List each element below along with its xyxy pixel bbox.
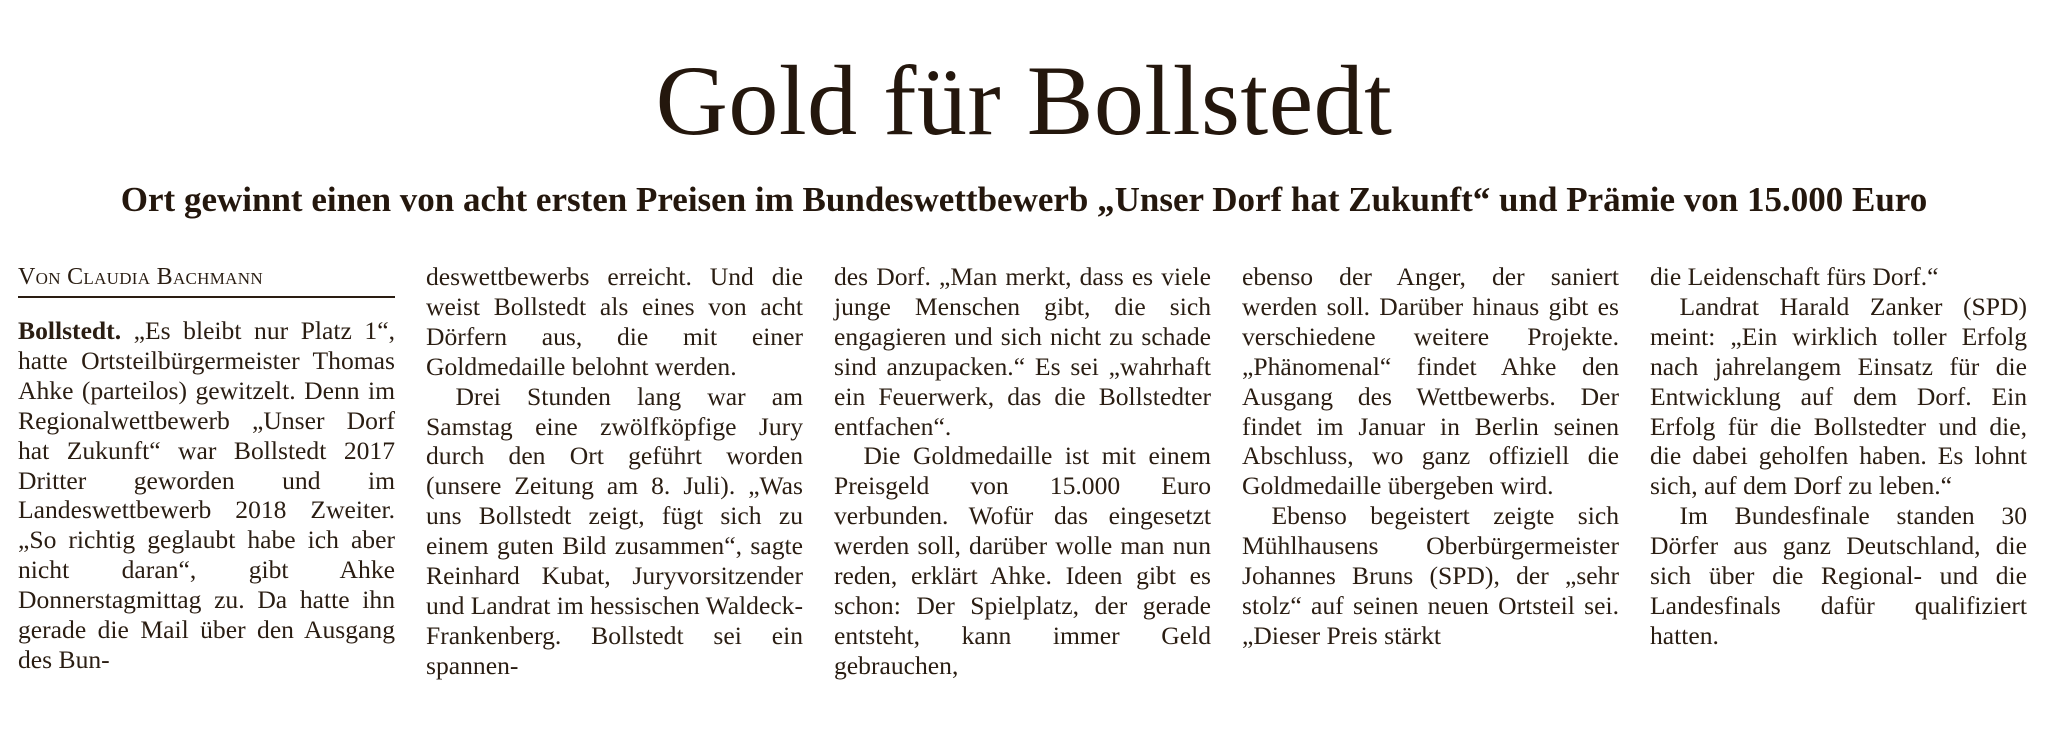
- subheadline: Ort gewinnt einen von acht ersten Preisen im Bundeswettbewerb „Unser Dorf hat Zukunft“ und Prämie von 15.000 Euro: [120, 180, 1928, 219]
- article-column-1: [18, 262, 395, 675]
- article-column-3: [834, 262, 1211, 681]
- paragraph: Ebenso begeistert zeigte sich Mühlhausens Oberbürgermeister Johannes Bruns (SPD), der „sehr stolz“ auf seinen neuen Ortsteil sei. „Dieser Preis stärkt: [1242, 501, 1619, 650]
- article-column-4: [1242, 262, 1619, 651]
- paragraph: des Dorf. „Man merkt, dass es viele junge Menschen gibt, die sich engagieren und sich nicht zu schade sind anzupacken.“ Es sei „wahrhaft ein Feuerwerk, das die Bollstedter entfachen“.: [834, 262, 1211, 441]
- paragraph-text: „Es bleibt nur Platz 1“, hatte Ortsteilbürgermeister Thomas Ahke (parteilos) gewitzelt. Denn im Regionalwettbewerb „Unser Dorf hat Zukunft“ war Bollstedt 2017 Dritter geworden und im Landeswettbewerb 2018 Zweiter. „So richtig geglaubt habe ich aber nicht daran“, gibt Ahke Donnerstagmittag zu. Da hatte ihn gerade die Mail über den Ausgang des Bun-: [18, 316, 395, 674]
- paragraph: ebenso der Anger, der saniert werden soll. Darüber hinaus gibt es verschiedene weitere Projekte. „Phänomenal“ findet Ahke den Ausgang des Wettbewerbs. Der findet im Januar in Berlin seinen Abschluss, wo ganz offiziell die Goldmedaille übergeben wird.: [1242, 262, 1619, 501]
- headline: Gold für Bollstedt: [655, 45, 1393, 156]
- paragraph: Im Bundesfinale standen 30 Dörfer aus ganz Deutschland, die sich über die Regional- und die Landesfinals dafür qualifiziert hatten.: [1650, 501, 2027, 650]
- paragraph: Landrat Harald Zanker (SPD) meint: „Ein wirklich toller Erfolg nach jahrelangem Einsatz für die Entwicklung auf dem Dorf. Ein Erfolg für die Bollstedter und die, die dabei geholfen haben. Es lohnt sich, auf dem Dorf zu leben.“: [1650, 291, 2027, 501]
- paragraph: deswettbewerbs erreicht. Und die weist Bollstedt als eines von acht Dörfern aus, die mit einer Goldmedaille belohnt werden.: [426, 262, 803, 381]
- byline: Von Claudia Bachmann: [18, 262, 395, 298]
- paragraph: die Leidenschaft fürs Dorf.“: [1650, 262, 1939, 291]
- paragraph: Drei Stunden lang war am Samstag eine zwölfköpfige Jury durch den Ort geführt worden (unsere Zeitung am 8. Juli). „Was uns Bollstedt zeigt, fügt sich zu einem guten Bild zusammen“, sagte Reinhard Kubat, Juryvorsitzender und Landrat im hessischen Waldeck-Frankenberg. Bollstedt sei ein spannen-: [426, 381, 803, 680]
- article-column-5: [1650, 262, 2027, 651]
- paragraph: [18, 316, 395, 675]
- paragraph: Die Goldmedaille ist mit einem Preisgeld von 15.000 Euro verbunden. Wofür das eingesetzt werden soll, darüber wolle man nun reden, erklärt Ahke. Ideen gibt es schon: Der Spielplatz, der gerade entsteht, kann immer Geld gebrauchen,: [834, 441, 1211, 680]
- article-column-2: [426, 262, 803, 681]
- article-body: [18, 262, 2028, 702]
- dateline: Bollstedt.: [18, 316, 122, 345]
